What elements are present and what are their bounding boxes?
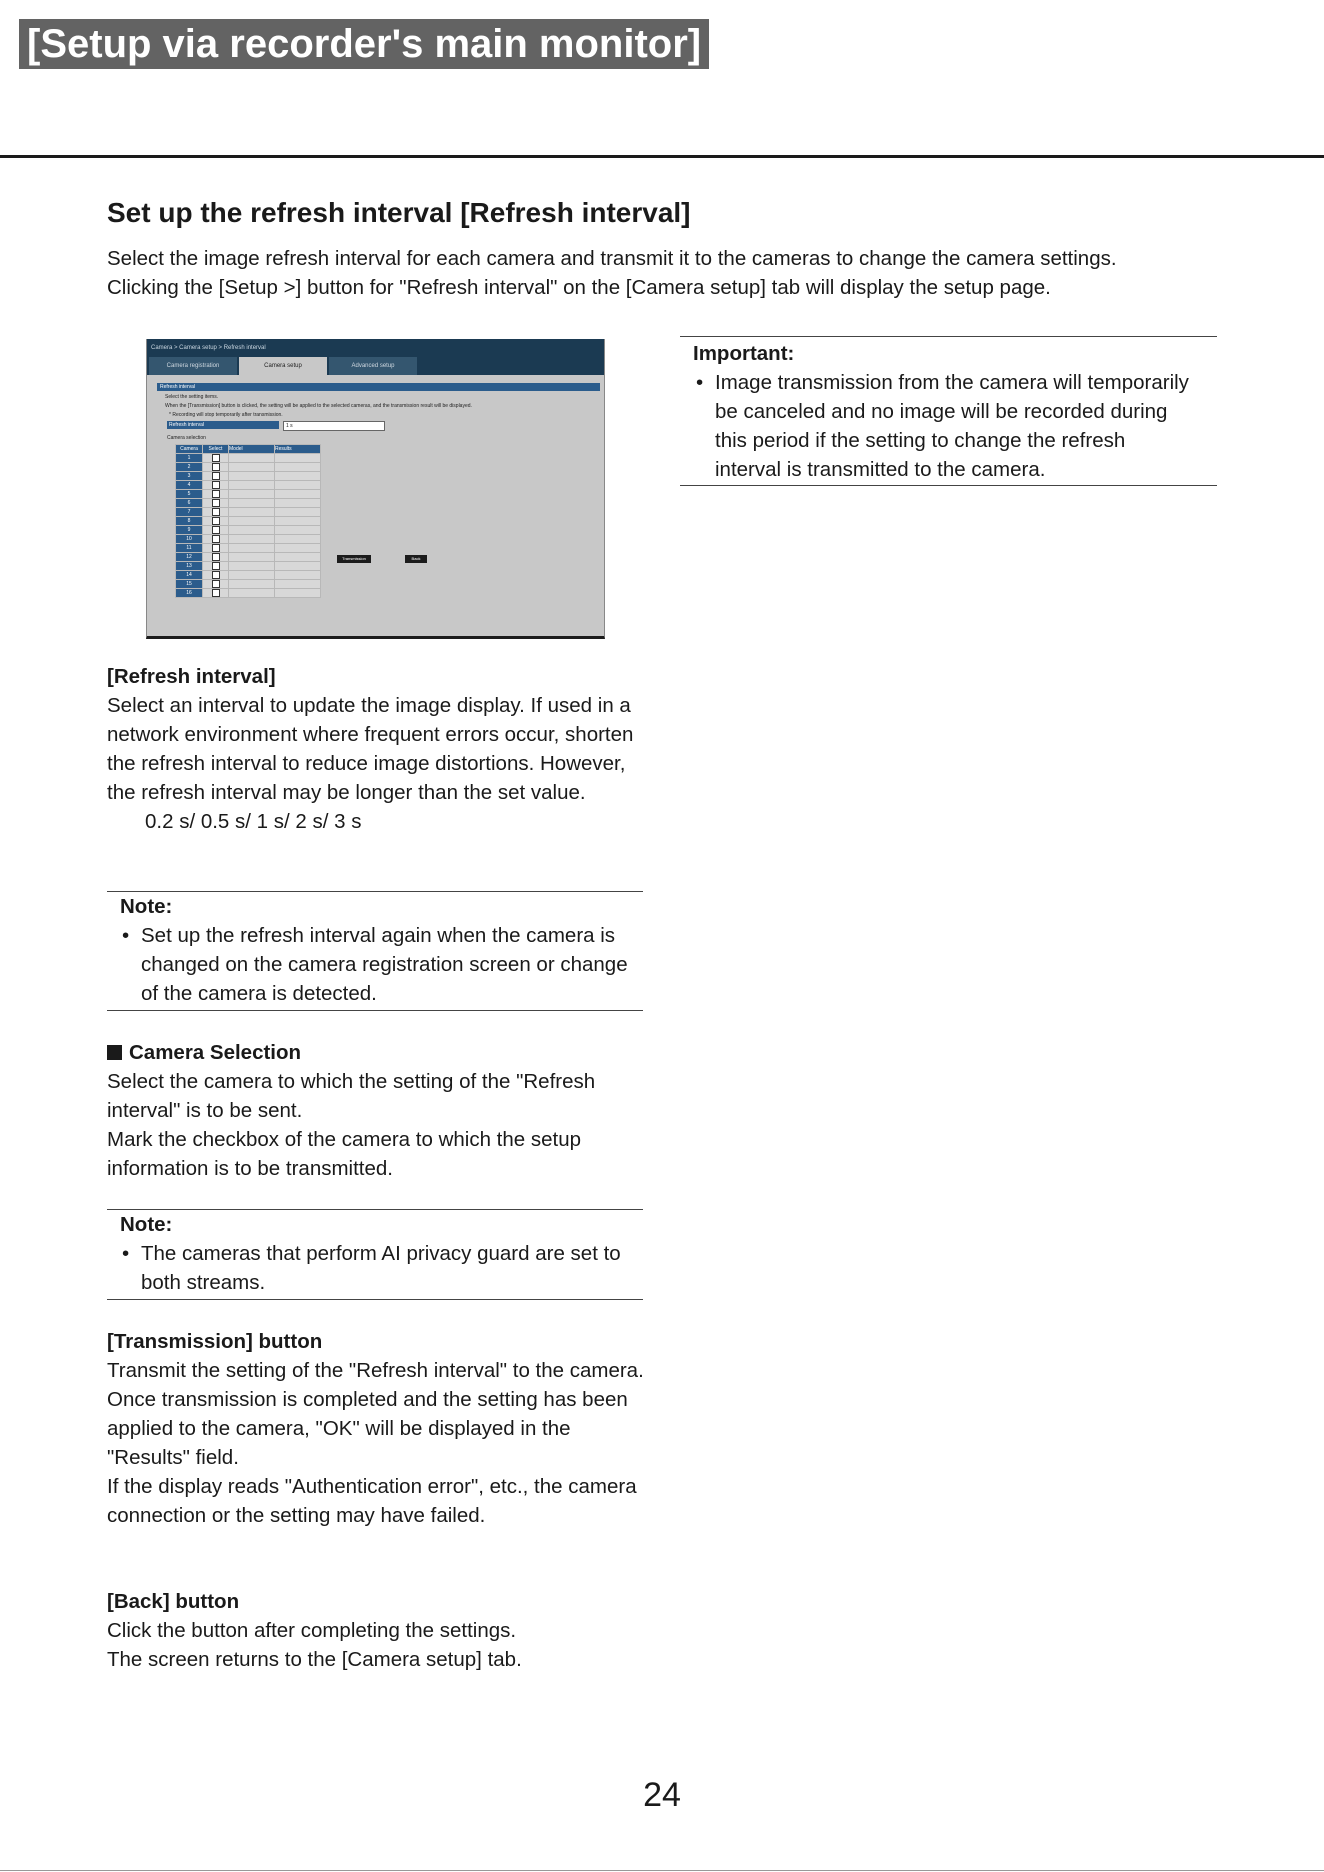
checkbox-icon[interactable] xyxy=(212,553,220,561)
screenshot-text: * Recording will stop temporarily after transmission. xyxy=(169,412,283,418)
table-row xyxy=(176,463,321,472)
camera-selection-body: Select the camera to which the setting of the "Refresh interval" is to be sent. xyxy=(107,1070,596,1122)
checkbox-icon[interactable] xyxy=(212,454,220,462)
camera-number: 12 xyxy=(176,553,203,562)
camera-checkbox[interactable] xyxy=(203,544,229,553)
results-cell xyxy=(275,490,321,499)
camera-selection-body: Mark the checkbox of the camera to which the setup information is to be transmitted. xyxy=(107,1128,582,1180)
camera-checkbox[interactable] xyxy=(203,517,229,526)
camera-checkbox[interactable] xyxy=(203,589,229,598)
camera-checkbox[interactable] xyxy=(203,562,229,571)
refresh-interval-screenshot xyxy=(146,339,605,639)
table-row xyxy=(176,544,321,553)
camera-number: 10 xyxy=(176,535,203,544)
intro-line: Select the image refresh interval for each camera and transmit it to the cameras to change the camera settings. xyxy=(107,247,1117,270)
model-cell xyxy=(229,562,275,571)
table-row xyxy=(176,562,321,571)
screenshot-breadcrumb: Camera > Camera setup > Refresh interval xyxy=(147,339,604,357)
back-heading: [Back] button xyxy=(107,1590,240,1613)
camera-number: 15 xyxy=(176,580,203,589)
camera-number: 6 xyxy=(176,499,203,508)
camera-number: 16 xyxy=(176,589,203,598)
transmission-body: Once transmission is completed and the setting has been applied to the camera, "OK" will be displayed in the "Results" field. xyxy=(107,1388,628,1469)
camera-number: 2 xyxy=(176,463,203,472)
transmission-body: If the display reads "Authentication error", etc., the camera connection or the setting may have failed. xyxy=(107,1475,637,1527)
table-row xyxy=(176,481,321,490)
checkbox-icon[interactable] xyxy=(212,526,220,534)
column-header: Model xyxy=(229,445,275,454)
transmission-body: Transmit the setting of the "Refresh interval" to the camera. xyxy=(107,1359,644,1382)
table-row xyxy=(176,571,321,580)
camera-number: 5 xyxy=(176,490,203,499)
checkbox-icon[interactable] xyxy=(212,544,220,552)
camera-checkbox[interactable] xyxy=(203,454,229,463)
results-cell xyxy=(275,454,321,463)
refresh-interval-values: 0.2 s/ 0.5 s/ 1 s/ 2 s/ 3 s xyxy=(145,810,362,833)
tab-camera-registration[interactable]: Camera registration xyxy=(149,357,237,375)
transmission-button[interactable]: Transmission xyxy=(337,555,371,563)
camera-number: 1 xyxy=(176,454,203,463)
checkbox-icon[interactable] xyxy=(212,580,220,588)
results-cell xyxy=(275,508,321,517)
results-cell xyxy=(275,481,321,490)
results-cell xyxy=(275,526,321,535)
refresh-interval-heading: [Refresh interval] xyxy=(107,665,276,688)
camera-checkbox[interactable] xyxy=(203,535,229,544)
camera-checkbox[interactable] xyxy=(203,526,229,535)
back-button[interactable]: Back xyxy=(405,555,427,563)
camera-checkbox[interactable] xyxy=(203,472,229,481)
camera-number: 4 xyxy=(176,481,203,490)
chapter-banner: [Setup via recorder's main monitor] xyxy=(19,19,709,69)
model-cell xyxy=(229,571,275,580)
checkbox-icon[interactable] xyxy=(212,562,220,570)
camera-checkbox[interactable] xyxy=(203,481,229,490)
model-cell xyxy=(229,454,275,463)
results-cell xyxy=(275,544,321,553)
section-intro xyxy=(107,244,1227,302)
column-header: Select xyxy=(203,445,229,454)
checkbox-icon[interactable] xyxy=(212,499,220,507)
checkbox-icon[interactable] xyxy=(212,508,220,516)
camera-number: 7 xyxy=(176,508,203,517)
back-body: Click the button after completing the settings. xyxy=(107,1619,517,1642)
screenshot-select-label: Refresh interval xyxy=(167,421,279,429)
footer-divider xyxy=(0,1870,1324,1871)
screenshot-camera-table xyxy=(175,444,321,598)
results-cell xyxy=(275,472,321,481)
model-cell xyxy=(229,526,275,535)
camera-checkbox[interactable] xyxy=(203,508,229,517)
table-row xyxy=(176,472,321,481)
column-header: Results xyxy=(275,445,321,454)
note-box xyxy=(107,891,643,1011)
results-cell xyxy=(275,463,321,472)
camera-number: 11 xyxy=(176,544,203,553)
camera-checkbox[interactable] xyxy=(203,499,229,508)
table-row xyxy=(176,553,321,562)
tab-camera-setup[interactable]: Camera setup xyxy=(239,357,327,375)
header-divider xyxy=(0,155,1324,158)
note-item: • The cameras that perform AI privacy guard are set to both streams. xyxy=(141,1239,643,1297)
camera-number: 8 xyxy=(176,517,203,526)
model-cell xyxy=(229,472,275,481)
model-cell xyxy=(229,517,275,526)
note-item: • Set up the refresh interval again when the camera is changed on the camera registration screen or change of the camera is detected. xyxy=(141,921,643,1008)
camera-selection-block xyxy=(107,1038,652,1183)
checkbox-icon[interactable] xyxy=(212,481,220,489)
table-row xyxy=(176,517,321,526)
camera-number: 3 xyxy=(176,472,203,481)
screenshot-section-bar: Refresh interval xyxy=(157,383,600,391)
results-cell xyxy=(275,571,321,580)
table-row xyxy=(176,499,321,508)
checkbox-icon[interactable] xyxy=(212,472,220,480)
checkbox-icon[interactable] xyxy=(212,517,220,525)
results-cell xyxy=(275,562,321,571)
back-body: The screen returns to the [Camera setup] tab. xyxy=(107,1648,522,1671)
checkbox-icon[interactable] xyxy=(212,490,220,498)
refresh-interval-body: Select an interval to update the image display. If used in a network environment where frequent errors occur, shorten the refresh interval to reduce image distortions. However, the refresh interval may be longer than the set value. xyxy=(107,694,634,804)
model-cell xyxy=(229,508,275,517)
checkbox-icon[interactable] xyxy=(212,571,220,579)
tab-advanced-setup[interactable]: Advanced setup xyxy=(329,357,417,375)
camera-checkbox[interactable] xyxy=(203,553,229,562)
results-cell xyxy=(275,499,321,508)
screenshot-refresh-select[interactable]: 1 s xyxy=(283,421,385,431)
camera-number: 14 xyxy=(176,571,203,580)
section-title: Set up the refresh interval [Refresh interval] xyxy=(107,197,691,228)
screenshot-text: Select the setting items. xyxy=(165,394,219,400)
checkbox-icon[interactable] xyxy=(212,535,220,543)
table-row xyxy=(176,454,321,463)
important-box xyxy=(680,336,1217,486)
table-row xyxy=(176,490,321,499)
camera-checkbox[interactable] xyxy=(203,490,229,499)
camera-checkbox[interactable] xyxy=(203,580,229,589)
checkbox-icon[interactable] xyxy=(212,589,220,597)
transmission-block xyxy=(107,1327,652,1530)
note-box xyxy=(107,1209,643,1300)
model-cell xyxy=(229,535,275,544)
camera-checkbox[interactable] xyxy=(203,463,229,472)
model-cell xyxy=(229,553,275,562)
refresh-interval-block xyxy=(107,662,647,836)
model-cell xyxy=(229,463,275,472)
table-row xyxy=(176,508,321,517)
model-cell xyxy=(229,589,275,598)
results-cell xyxy=(275,580,321,589)
model-cell xyxy=(229,580,275,589)
screenshot-text: When the [Transmission] button is clicked, the setting will be applied to the selected cameras, and the transmission result will be displayed. xyxy=(165,403,472,409)
screenshot-camera-selection-label: Camera selection xyxy=(167,435,206,441)
checkbox-icon[interactable] xyxy=(212,463,220,471)
square-bullet-icon xyxy=(107,1045,122,1060)
table-row xyxy=(176,580,321,589)
note-title: Note: xyxy=(120,895,173,918)
back-block xyxy=(107,1587,652,1674)
screenshot-tabs xyxy=(147,357,604,375)
note-title: Note: xyxy=(120,1213,173,1236)
table-header-row xyxy=(176,445,321,454)
camera-number: 13 xyxy=(176,562,203,571)
important-item: • Image transmission from the camera will temporarily be canceled and no image will be recorded during this period if the setting to change the refresh interval is transmitted to the camera. xyxy=(715,368,1197,484)
model-cell xyxy=(229,544,275,553)
camera-selection-heading: Camera Selection xyxy=(107,1038,652,1067)
table-row xyxy=(176,526,321,535)
results-cell xyxy=(275,553,321,562)
table-row xyxy=(176,535,321,544)
transmission-heading: [Transmission] button xyxy=(107,1330,323,1353)
model-cell xyxy=(229,499,275,508)
model-cell xyxy=(229,490,275,499)
column-header: Camera xyxy=(176,445,203,454)
model-cell xyxy=(229,481,275,490)
results-cell xyxy=(275,589,321,598)
results-cell xyxy=(275,517,321,526)
camera-number: 9 xyxy=(176,526,203,535)
intro-line: Clicking the [Setup >] button for "Refresh interval" on the [Camera setup] tab will display the setup page. xyxy=(107,276,1051,299)
table-row xyxy=(176,589,321,598)
results-cell xyxy=(275,535,321,544)
important-title: Important: xyxy=(693,342,795,365)
page-number: 24 xyxy=(643,1776,681,1814)
camera-checkbox[interactable] xyxy=(203,571,229,580)
